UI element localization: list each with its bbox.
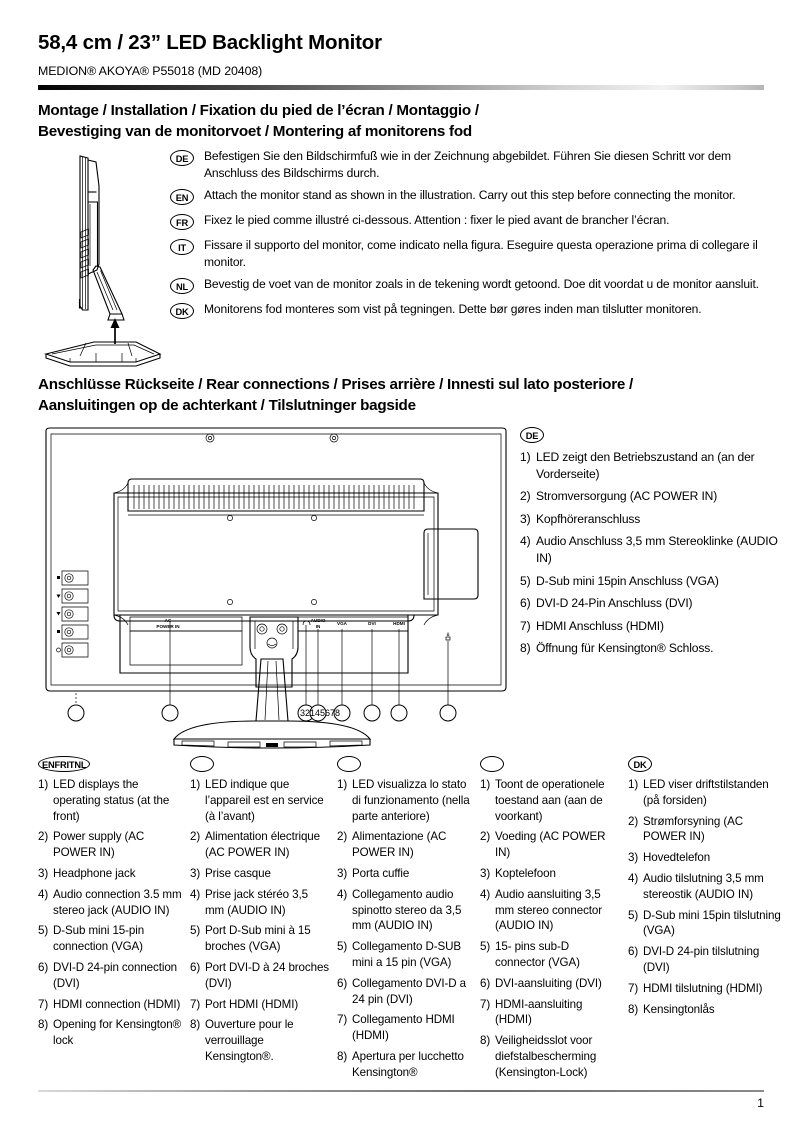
list-item-text: Stromversorgung (AC POWER IN) xyxy=(536,489,718,504)
language-badge-cell xyxy=(170,237,204,256)
list-item-number: 1) xyxy=(337,778,348,791)
list-item-number: 7) xyxy=(520,618,531,633)
language-badge-cell xyxy=(520,426,788,444)
list-item xyxy=(337,976,473,1008)
monitor-rear-illustration xyxy=(42,425,510,755)
list-item-text: Port HDMI (HDMI) xyxy=(205,997,299,1011)
language-badge-fr xyxy=(190,756,214,772)
list-item-number: 2) xyxy=(480,830,491,844)
list-item xyxy=(337,829,473,861)
list-item xyxy=(628,944,786,976)
language-badge-en: EN xyxy=(170,189,194,205)
list-item-number: 1) xyxy=(628,778,639,791)
language-column-it xyxy=(337,756,480,1086)
language-badge-cell xyxy=(190,756,330,777)
list-item-number: 5) xyxy=(628,908,639,922)
list-item xyxy=(190,923,330,955)
language-column-nl xyxy=(480,756,628,1086)
list-item xyxy=(520,511,788,528)
language-badge-cell xyxy=(170,301,204,320)
list-item-text: 15- pins sub-D connector (VGA) xyxy=(495,940,580,969)
list-item xyxy=(190,960,330,992)
list-item xyxy=(480,829,621,861)
list-item xyxy=(337,939,473,971)
instruction-text: Fissare il supporto del monitor, come indicato nella figura. Eseguire questa operazione prima di collegare il monitor. xyxy=(204,238,758,269)
list-item-number: 8) xyxy=(38,1018,49,1032)
list-item xyxy=(190,887,330,919)
list-item-text: LED zeigt den Betriebszustand an (an der Vorderseite) xyxy=(536,450,755,481)
instruction-text: Bevestig de voet van de monitor zoals in de tekening wordt getoond. Doe dit voordat u de monitor aansluit. xyxy=(204,277,759,291)
list-item-text: Audio tilslutning 3,5 mm stereostik (AUDIO IN) xyxy=(643,871,764,901)
list-item-text: HDMI-aansluiting (HDMI) xyxy=(495,997,583,1027)
language-badge-cell xyxy=(170,148,204,167)
list-item-text: Alimentation électrique (AC POWER IN) xyxy=(205,830,320,860)
list-item-number: 2) xyxy=(38,830,49,844)
list-item-number: 7) xyxy=(190,997,201,1011)
list-item-text: Audio aansluiting 3,5 mm stereo connector (AUDIO IN) xyxy=(495,887,602,933)
list-item-number: 4) xyxy=(480,887,491,901)
list-item-number: 3) xyxy=(38,866,49,880)
list-item xyxy=(480,866,621,882)
list-item xyxy=(337,777,473,824)
list-item-number: 8) xyxy=(628,1002,639,1016)
list-item xyxy=(38,887,183,919)
list-item xyxy=(520,640,788,657)
list-item-number: 1) xyxy=(38,778,49,791)
page-number: 1 xyxy=(757,1096,764,1110)
page-title: 58,4 cm / 23” LED Backlight Monitor xyxy=(38,31,382,54)
list-item-text: DVI-D 24-pin connection (DVI) xyxy=(53,960,178,990)
callout-number-group: 32145678 xyxy=(300,708,341,718)
list-item xyxy=(520,618,788,635)
language-badge-enfritnl: ENFRITNL xyxy=(38,756,90,772)
list-item-text: Kopfhöreranschluss xyxy=(536,511,641,526)
svg-text:HDMI: HDMI xyxy=(393,621,405,626)
list-item-text: Prise casque xyxy=(205,866,271,880)
list-item xyxy=(38,960,183,992)
list-item xyxy=(480,997,621,1029)
list-item xyxy=(337,866,473,882)
list-item-text: Veiligheidsslot voor diefstalbescherming (Kensington-Lock) xyxy=(495,1034,597,1079)
instruction-row xyxy=(170,148,780,181)
list-item-number: 6) xyxy=(190,960,201,974)
svg-text:DVI: DVI xyxy=(368,621,376,626)
list-item-text: DVI-D 24-pin tilslutning (DVI) xyxy=(643,945,760,974)
instruction-row xyxy=(170,276,780,295)
list-item-number: 4) xyxy=(628,871,639,885)
list-item-text: Hovedtelefon xyxy=(643,851,711,865)
list-item-number: 5) xyxy=(480,940,491,954)
montage-instruction-list xyxy=(170,148,780,326)
list-item xyxy=(520,595,788,612)
list-item-number: 5) xyxy=(520,573,531,588)
footer-divider xyxy=(38,1090,764,1092)
language-badge-cell xyxy=(480,756,621,777)
list-item xyxy=(480,1033,621,1080)
list-item-number: 8) xyxy=(480,1034,491,1048)
connections-heading-line2: Aansluitingen op de achterkant / Tilslutninger bagside xyxy=(38,397,416,414)
list-item-text: DVI-D 24-Pin Anschluss (DVI) xyxy=(536,596,693,611)
list-item-text: Collegamento audio spinotto stereo da 3,5 mm (AUDIO IN) xyxy=(352,887,462,933)
list-item-number: 8) xyxy=(190,1018,201,1032)
list-item xyxy=(628,814,786,846)
monitor-stand-illustration xyxy=(36,146,170,368)
header-divider xyxy=(38,85,764,90)
list-item-text: HDMI tilslutning (HDMI) xyxy=(643,981,763,995)
list-item-text: Ouverture pour le verrouillage Kensington®. xyxy=(205,1018,294,1063)
instruction-row xyxy=(170,187,780,206)
montage-heading-line1: Montage / Installation / Fixation du pied de l’écran / Montaggio / xyxy=(38,102,479,119)
list-item-number: 5) xyxy=(38,924,49,938)
list-item xyxy=(628,850,786,866)
list-item-text: LED displays the operating status (at the front) xyxy=(53,778,170,823)
list-item-number: 3) xyxy=(190,866,201,880)
language-column-en xyxy=(38,756,190,1086)
language-badge-de: DE xyxy=(520,427,544,443)
list-item-text: D-Sub mini 15-pin connection (VGA) xyxy=(53,924,145,954)
list-item-number: 5) xyxy=(337,940,348,954)
list-item-text: HDMI Anschluss (HDMI) xyxy=(536,618,664,633)
language-badge-it xyxy=(337,756,361,772)
list-item-number: 4) xyxy=(520,534,531,549)
list-item-number: 1) xyxy=(520,450,531,464)
de-connections-list xyxy=(520,426,788,663)
list-item xyxy=(520,449,788,482)
list-item-number: 3) xyxy=(628,851,639,865)
montage-section-heading xyxy=(38,100,778,142)
list-item-number: 6) xyxy=(628,945,639,959)
list-item-text: Prise jack stéréo 3,5 mm (AUDIO IN) xyxy=(205,887,308,917)
list-item-text: Öffnung für Kensington® Schloss. xyxy=(536,641,714,656)
list-item xyxy=(480,976,621,992)
list-item-text: Collegamento D-SUB mini a 15 pin (VGA) xyxy=(352,940,462,969)
multilingual-connections-lists xyxy=(38,756,786,1086)
list-item-text: Voeding (AC POWER IN) xyxy=(495,830,606,860)
svg-text:VGA: VGA xyxy=(337,621,347,626)
list-item xyxy=(480,777,621,824)
list-item xyxy=(337,1012,473,1044)
list-item-number: 7) xyxy=(480,997,491,1011)
list-item-text: LED viser driftstilstanden (på forsiden) xyxy=(643,778,769,807)
list-item-number: 6) xyxy=(480,976,491,990)
list-item-text: Strømforsyning (AC POWER IN) xyxy=(643,814,743,844)
list-item xyxy=(480,887,621,934)
instruction-row xyxy=(170,237,780,270)
language-badge-cell xyxy=(628,756,786,777)
list-item-number: 6) xyxy=(337,976,348,990)
list-item-text: HDMI connection (HDMI) xyxy=(53,997,181,1011)
list-item xyxy=(190,829,330,861)
language-badge-it: IT xyxy=(170,239,194,255)
list-item-number: 7) xyxy=(628,981,639,995)
list-item xyxy=(38,829,183,861)
list-item-text: LED indique que l’appareil est en service (à l’avant) xyxy=(205,778,324,823)
list-item-number: 8) xyxy=(337,1049,348,1063)
list-item xyxy=(38,923,183,955)
svg-text:ô: ô xyxy=(446,632,450,637)
list-item xyxy=(190,1017,330,1064)
list-item-number: 3) xyxy=(337,866,348,880)
language-badge-cell xyxy=(170,212,204,231)
list-item-text: Kensingtonlås xyxy=(643,1002,715,1016)
list-item-number: 8) xyxy=(520,641,531,656)
list-item-number: 2) xyxy=(190,830,201,844)
list-item-number: 3) xyxy=(520,511,531,526)
instruction-row xyxy=(170,212,780,231)
page-subtitle: MEDION® AKOYA® P55018 (MD 20408) xyxy=(38,64,263,78)
language-badge-dk: DK xyxy=(628,756,652,772)
list-item xyxy=(480,939,621,971)
language-badge-cell xyxy=(38,756,183,777)
connections-heading-line1: Anschlüsse Rückseite / Rear connections / Prises arrière / Innesti sul lato posteriore / xyxy=(38,376,634,393)
instruction-row xyxy=(170,301,780,320)
language-badge-cell xyxy=(170,187,204,206)
list-item-text: Opening for Kensington® lock xyxy=(53,1018,182,1048)
list-item-text: Apertura per lucchetto Kensington® xyxy=(352,1049,464,1079)
language-badge-de: DE xyxy=(170,150,194,166)
instruction-text: Befestigen Sie den Bildschirmfuß wie in der Zeichnung abgebildet. Führen Sie diesen Schritt vor dem Anschluss des Bildschirms durch. xyxy=(204,149,731,180)
list-item-number: 5) xyxy=(190,924,201,938)
language-badge-nl xyxy=(480,756,504,772)
svg-text:IN: IN xyxy=(315,624,321,629)
list-item xyxy=(38,997,183,1013)
list-item-number: 3) xyxy=(480,866,491,880)
list-item-number: 6) xyxy=(38,960,49,974)
list-item-text: Audio Anschluss 3,5 mm Stereoklinke (AUDIO IN) xyxy=(536,534,778,565)
list-item-text: DVI-aansluiting (DVI) xyxy=(495,976,602,990)
instruction-text: Attach the monitor stand as shown in the illustration. Carry out this step before connecting the monitor. xyxy=(204,188,736,202)
list-item-text: Porta cuffie xyxy=(352,866,410,880)
language-badge-cell xyxy=(170,276,204,295)
list-item-text: LED visualizza lo stato di funzionamento (nella parte anteriore) xyxy=(352,778,470,823)
instruction-text: Monitorens fod monteres som vist på tegningen. Dette bør gøres inden man tilslutter monitoren. xyxy=(204,302,702,316)
list-item xyxy=(38,777,183,824)
list-item-number: 7) xyxy=(337,1013,348,1027)
language-column-dk xyxy=(628,756,786,1086)
svg-text:AUDIO: AUDIO xyxy=(310,618,326,623)
svg-text:AC: AC xyxy=(164,618,172,623)
list-item xyxy=(190,997,330,1013)
list-item-text: Koptelefoon xyxy=(495,866,556,880)
list-item-text: Collegamento DVI-D a 24 pin (DVI) xyxy=(352,976,466,1006)
list-item-number: 2) xyxy=(628,814,639,828)
list-item-number: 4) xyxy=(38,887,49,901)
list-item xyxy=(628,981,786,997)
list-item-text: D-Sub mini 15pin tilslutning (VGA) xyxy=(643,908,781,938)
list-item-text: D-Sub mini 15pin Anschluss (VGA) xyxy=(536,573,719,588)
list-item xyxy=(337,1049,473,1081)
list-item xyxy=(38,866,183,882)
list-item-number: 2) xyxy=(337,830,348,844)
language-column-fr xyxy=(190,756,337,1086)
list-item xyxy=(628,1002,786,1018)
language-badge-dk: DK xyxy=(170,303,194,319)
list-item-number: 7) xyxy=(38,997,49,1011)
list-item xyxy=(628,777,786,809)
list-item-number: 4) xyxy=(337,887,348,901)
list-item-text: Collegamento HDMI (HDMI) xyxy=(352,1013,455,1043)
montage-heading-line2: Bevestiging van de monitorvoet / Montering af monitorens fod xyxy=(38,123,472,140)
list-item xyxy=(520,573,788,590)
list-item-text: Alimentazione (AC POWER IN) xyxy=(352,830,447,860)
list-item xyxy=(628,908,786,940)
svg-text:POWER IN: POWER IN xyxy=(156,624,180,629)
list-item-number: 1) xyxy=(190,778,201,791)
list-item-text: Toont de operationele toestand aan (aan de voorkant) xyxy=(495,778,605,823)
list-item-number: 6) xyxy=(520,596,531,611)
list-item xyxy=(190,866,330,882)
list-item-number: 2) xyxy=(520,489,531,504)
list-item xyxy=(190,777,330,824)
list-item-number: 1) xyxy=(480,778,491,791)
list-item-text: Port D-Sub mini à 15 broches (VGA) xyxy=(205,924,311,954)
instruction-text: Fixez le pied comme illustré ci-dessous. Attention : fixer le pied avant de brancher l’écran. xyxy=(204,213,670,227)
list-item xyxy=(520,533,788,566)
list-item xyxy=(38,1017,183,1049)
list-item xyxy=(628,871,786,903)
list-item-text: Headphone jack xyxy=(53,866,136,880)
language-badge-nl: NL xyxy=(170,278,194,294)
list-item-text: Power supply (AC POWER IN) xyxy=(53,830,145,860)
list-item-text: Audio connection 3.5 mm stereo jack (AUDIO IN) xyxy=(53,887,182,917)
list-item-number: 4) xyxy=(190,887,201,901)
connections-section-heading xyxy=(38,374,788,416)
language-badge-cell xyxy=(337,756,473,777)
list-item xyxy=(520,488,788,505)
language-badge-fr: FR xyxy=(170,214,194,230)
list-item xyxy=(337,887,473,934)
list-item-text: Port DVI-D à 24 broches (DVI) xyxy=(205,960,329,990)
